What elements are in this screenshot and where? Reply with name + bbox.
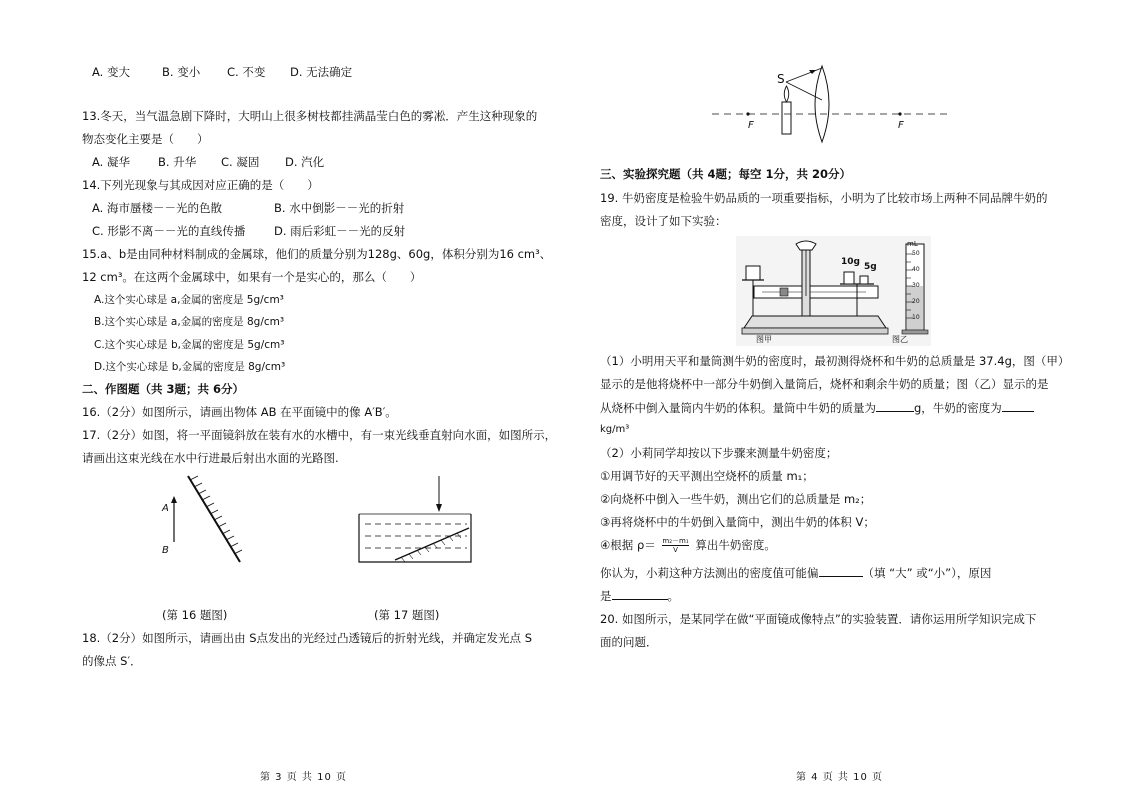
fig19-weight-5g: 5g	[864, 262, 877, 272]
q20-stem-line1: 20. 如图所示，是某同学在做“平面镜成像特点”的实验装置．请你运用所学知识完成下	[600, 612, 1037, 626]
q14-option-d: D. 雨后彩虹－－光的反射	[274, 224, 406, 238]
fig18-label-s: S	[777, 72, 785, 86]
q19-part1-text-b: g，牛奶的密度为	[914, 401, 1002, 415]
q20-stem-line2: 面的问题．	[600, 635, 658, 649]
fig19-scale-40: 40	[912, 266, 920, 273]
left-page-footer: 第 3 页 共 10 页	[260, 772, 347, 783]
q13-stem-line2: 物态变化主要是（ ）	[82, 132, 209, 146]
q18-stem-line2: 的像点 S′．	[82, 654, 142, 668]
q19-bias-blank[interactable]	[819, 564, 863, 577]
q19-step4-text-b: 算出牛奶密度。	[695, 538, 776, 552]
q19-part1-unit: kg/m³	[600, 424, 630, 435]
q19-density-blank[interactable]	[1002, 399, 1034, 412]
fig19-label-jia: 图甲	[756, 335, 772, 344]
fig19-scale-20: 20	[912, 298, 920, 305]
section3-heading: 三、实验探究题（共 4题；每空 1分，共 20分）	[600, 167, 852, 181]
q12-option-a: A. 变大	[92, 65, 130, 79]
q14-option-c: C. 形影不离－－光的直线传播	[92, 224, 246, 238]
q19-step4	[600, 537, 776, 554]
q19-part1-line3	[600, 399, 1034, 416]
q19-stem-line1: 19. 牛奶密度是检验牛奶品质的一项重要指标，小明为了比较市场上两种不同品牌牛奶的	[600, 191, 1048, 205]
q19-reason-blank[interactable]	[612, 587, 668, 600]
fig17-water-tank-diagram	[357, 476, 477, 566]
q19-part2-stem: （2）小莉同学却按以下步骤来测量牛奶密度；	[600, 446, 838, 460]
q13-option-d: D. 汽化	[285, 155, 325, 169]
fig16-mirror-diagram	[160, 472, 250, 568]
q13-stem-line1: 13.冬天，当气温急剧下降时，大明山上很多树枝都挂满晶莹白色的雾凇．产生这种现象的	[82, 109, 538, 123]
q18-stem-line1: 18.（2分）如图所示，请画出由 S点发出的光经过凸透镜后的折射光线，并确定发光点 S	[82, 631, 533, 645]
right-page-footer: 第 4 页 共 10 页	[796, 772, 883, 783]
q17-stem-line2: 请画出这束光线在水中行进最后射出水面的光路图.	[82, 451, 339, 465]
fig19-balance-cylinder-diagram	[736, 236, 931, 346]
fig17-caption: (第 17 题图)	[374, 608, 440, 622]
q17-stem-line1: 17.（2分）如图，将一平面镜斜放在装有水的水槽中，有一束光线垂直射向水面，如图所示，	[82, 428, 557, 442]
fig19-scale-10: 10	[912, 314, 920, 321]
q13-option-b: B. 升华	[158, 155, 197, 169]
q19-step3: ③再将烧杯中的牛奶倒入量筒中，测出牛奶的体积 V；	[600, 515, 875, 529]
fig18-label-f-right: F	[898, 120, 904, 131]
q16-stem: 16.（2分）如图所示，请画出物体 AB 在平面镜中的像 A′B′。	[82, 405, 397, 419]
q14-option-a: A. 海市蜃楼－－光的色散	[92, 201, 222, 215]
q14-option-b: B. 水中倒影－－光的折射	[274, 201, 405, 215]
section2-heading: 二、作图题（共 3题；共 6分）	[82, 382, 245, 396]
fig19-scale-30: 30	[912, 282, 920, 289]
q13-option-a: A. 凝华	[92, 155, 130, 169]
fig16-caption: (第 16 题图)	[162, 608, 228, 622]
q19-step4-text-a: ④根据 ρ＝	[600, 538, 656, 552]
q15-stem-line1: 15.a、b是由同种材料制成的金属球，他们的质量分别为128g、60g，体积分别为16 cm³、	[82, 247, 552, 261]
fig19-label-yi: 图乙	[892, 335, 908, 344]
formula-numerator: m₂－m₁	[662, 537, 689, 545]
q19-step2: ②向烧杯中倒入一些牛奶，测出它们的总质量是 m₂；	[600, 492, 872, 506]
q19-think-text-c: 是	[600, 589, 612, 603]
q13-option-c: C. 凝固	[221, 155, 260, 169]
q15-option-a: A.这个实心球是 a,金属的密度是 5g/cm³	[94, 294, 284, 306]
q19-think-text-d: 。	[667, 589, 679, 603]
q19-think-text-a: 你认为，小莉这种方法测出的密度值可能偏	[600, 566, 819, 580]
q19-part1-line1: （1）小明用天平和量筒测牛奶的密度时，最初测得烧杯和牛奶的总质量是 37.4g，图（甲）	[600, 354, 1070, 368]
q12-option-b: B. 变小	[162, 65, 201, 79]
q19-stem-line2: 密度，设计了如下实验：	[600, 214, 727, 228]
density-formula-fraction	[662, 537, 688, 554]
fig16-label-a: A	[162, 503, 169, 514]
q19-think-line1	[600, 564, 991, 581]
q19-think-text-b: （填 “大” 或“小”），原因	[862, 566, 992, 580]
fig16-label-b: B	[162, 545, 169, 556]
q15-stem-line2: 12 cm³。在这两个金属球中，如果有一个是实心的，那么（ ）	[82, 270, 422, 284]
fig18-convex-lens-diagram	[712, 64, 952, 144]
fig19-scale-50: 50	[912, 250, 920, 257]
q12-option-c: C. 不变	[227, 65, 266, 79]
formula-denominator: V	[673, 546, 678, 554]
q14-stem: 14.下列光现象与其成因对应正确的是（ ）	[82, 178, 319, 192]
fig18-label-f-left: F	[748, 120, 754, 131]
q19-think-line2	[600, 587, 679, 604]
q15-option-b: B.这个实心球是 a,金属的密度是 8g/cm³	[94, 316, 285, 328]
q19-part1-line2: 显示的是他将烧杯中一部分牛奶倒入量筒后，烧杯和剩余牛奶的质量；图（乙）显示的是	[600, 377, 1049, 391]
q19-step1: ①用调节好的天平测出空烧杯的质量 m₁；	[600, 469, 814, 483]
q19-mass-blank[interactable]	[876, 399, 914, 412]
q12-option-d: D. 无法确定	[290, 65, 353, 79]
fig19-weight-10g: 10g	[841, 257, 860, 267]
q15-option-c: C.这个实心球是 b,金属的密度是 5g/cm³	[94, 339, 285, 351]
fig19-ml-label: mL	[907, 240, 918, 248]
q19-part1-text-a: 从烧杯中倒入量筒内牛奶的体积。量筒中牛奶的质量为	[600, 401, 876, 415]
q15-option-d: D.这个实心球是 b,金属的密度是 8g/cm³	[94, 361, 286, 373]
